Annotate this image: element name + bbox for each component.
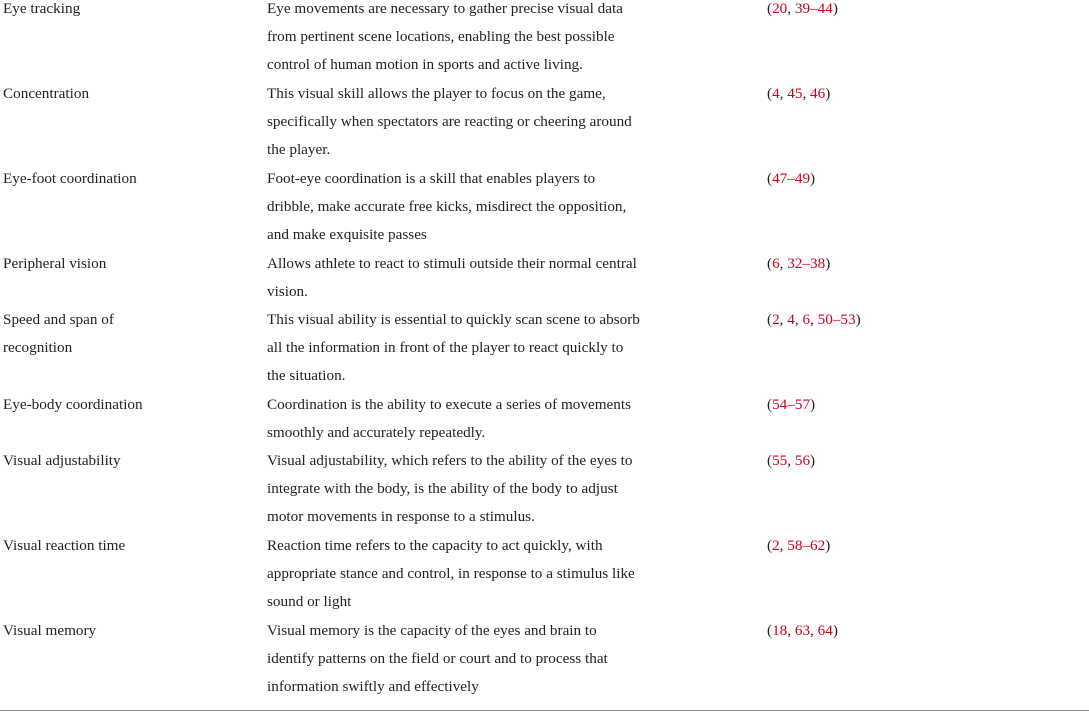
references-cell [767,447,1089,475]
description-line: information swiftly and effectively [267,678,479,696]
ref-open-paren: ( [767,311,773,328]
description-line: Visual memory is the capacity of the eyes and brain to [267,622,597,639]
ref-separator: , [810,622,818,639]
description-cell [267,617,767,702]
references-cell [767,391,1089,419]
description-line: motor movements in response to a stimulus. [267,508,535,526]
reference-link[interactable]: 63 [794,622,811,639]
table-row [0,306,1089,391]
skill-line: Concentration [3,85,90,102]
ref-separator: , [810,311,818,328]
description-line: the situation. [267,367,346,385]
reference-link[interactable]: 4 [787,311,795,328]
description-line: from pertinent scene locations, enabling the best possible [267,28,615,46]
skill-cell [0,532,267,560]
ref-separator: , [779,311,788,328]
description-line: appropriate stance and control, in response to a stimulus like [267,565,635,583]
description-line: identify patterns on the field or court and to process that [267,650,608,668]
description-line: Visual adjustability, which refers to the ability of the eyes to [267,452,633,469]
skill-cell [0,447,267,475]
description-cell [267,447,767,532]
reference-link[interactable]: 56 [794,452,811,469]
ref-close-paren: ) [825,255,831,272]
reference-link[interactable]: 6 [772,255,780,272]
ref-separator: , [779,255,788,272]
skill-line: Visual adjustability [3,452,121,469]
skill-cell [0,165,267,193]
description-cell [267,532,767,617]
reference-link[interactable]: 32–38 [787,255,826,272]
skill-line: recognition [3,339,73,357]
description-line: Foot-eye coordination is a skill that enables players to [267,170,596,187]
skill-line: Eye-body coordination [3,396,143,413]
reference-link[interactable]: 55 [772,452,788,469]
ref-open-paren: ( [767,622,773,639]
description-line: This visual ability is essential to quickly scan scene to absorb [267,311,640,328]
reference-link[interactable]: 39–44 [794,0,833,17]
table-row [0,0,1089,80]
ref-close-paren: ) [810,170,816,187]
skill-line: Eye tracking [3,0,81,17]
ref-close-paren: ) [810,452,816,469]
description-cell [267,0,767,80]
description-cell [267,80,767,165]
ref-separator: , [802,85,811,102]
reference-link[interactable]: 6 [802,311,811,328]
references-cell [767,165,1089,193]
table-bottom-rule [0,710,1089,711]
ref-close-paren: ) [855,311,861,328]
table-row [0,165,1089,250]
ref-close-paren: ) [810,396,816,413]
ref-open-paren: ( [767,0,773,17]
description-line: smoothly and accurately repeatedly. [267,424,486,442]
reference-link[interactable]: 20 [772,0,788,17]
table-row [0,532,1089,617]
description-line: and make exquisite passes [267,226,427,244]
ref-close-paren: ) [825,85,831,102]
table-row [0,391,1089,447]
description-line: Eye movements are necessary to gather precise visual data [267,0,623,17]
description-line: Reaction time refers to the capacity to act quickly, with [267,537,603,554]
ref-close-paren: ) [832,0,838,17]
references-cell [767,0,1089,23]
description-cell [267,391,767,447]
skill-cell [0,250,267,278]
description-line: sound or light [267,593,352,611]
ref-open-paren: ( [767,255,773,272]
ref-open-paren: ( [767,170,773,187]
references-cell [767,250,1089,278]
description-line: This visual skill allows the player to focus on the game, [267,85,606,102]
description-line: the player. [267,141,331,159]
skill-line: Speed and span of [3,311,114,328]
reference-link[interactable]: 64 [817,622,833,639]
description-line: all the information in front of the player to react quickly to [267,339,624,357]
table-row [0,617,1089,702]
ref-open-paren: ( [767,537,773,554]
ref-close-paren: ) [825,537,831,554]
ref-separator: , [779,85,788,102]
description-line: specifically when spectators are reacting or cheering around [267,113,632,131]
description-line: vision. [267,283,308,301]
ref-open-paren: ( [767,85,773,102]
description-cell [267,306,767,391]
reference-link[interactable]: 47–49 [772,170,811,187]
reference-link[interactable]: 54–57 [772,396,811,413]
ref-separator: , [787,622,795,639]
references-cell [767,80,1089,108]
reference-link[interactable]: 45 [787,85,803,102]
description-cell [267,250,767,306]
ref-open-paren: ( [767,396,773,413]
table-row [0,250,1089,306]
description-cell [267,165,767,250]
skill-cell [0,391,267,419]
skill-line: Visual memory [3,622,97,639]
description-line: Allows athlete to react to stimuli outside their normal central [267,255,637,272]
reference-link[interactable]: 58–62 [787,537,826,554]
skill-line: Visual reaction time [3,537,126,554]
reference-link[interactable]: 2 [772,311,780,328]
reference-link[interactable]: 4 [772,85,780,102]
description-line: integrate with the body, is the ability of the body to adjust [267,480,618,498]
skill-cell [0,80,267,108]
references-cell [767,617,1089,645]
ref-close-paren: ) [832,622,838,639]
skill-cell [0,617,267,645]
reference-link[interactable]: 18 [772,622,788,639]
ref-separator: , [787,452,795,469]
table-row [0,80,1089,165]
skill-line: Eye-foot coordination [3,170,137,187]
ref-separator: , [779,537,788,554]
skill-cell [0,306,267,362]
description-line: Coordination is the ability to execute a series of movements [267,396,631,413]
ref-open-paren: ( [767,452,773,469]
ref-separator: , [787,0,795,17]
description-line: control of human motion in sports and active living. [267,56,583,74]
table-row [0,447,1089,532]
skill-cell [0,0,267,23]
references-cell [767,532,1089,560]
reference-link[interactable]: 50–53 [817,311,856,328]
description-line: dribble, make accurate free kicks, misdirect the opposition, [267,198,627,216]
skill-line: Peripheral vision [3,255,107,272]
reference-link[interactable]: 2 [772,537,780,554]
reference-link[interactable]: 46 [810,85,826,102]
references-cell [767,306,1089,334]
ref-separator: , [794,311,803,328]
